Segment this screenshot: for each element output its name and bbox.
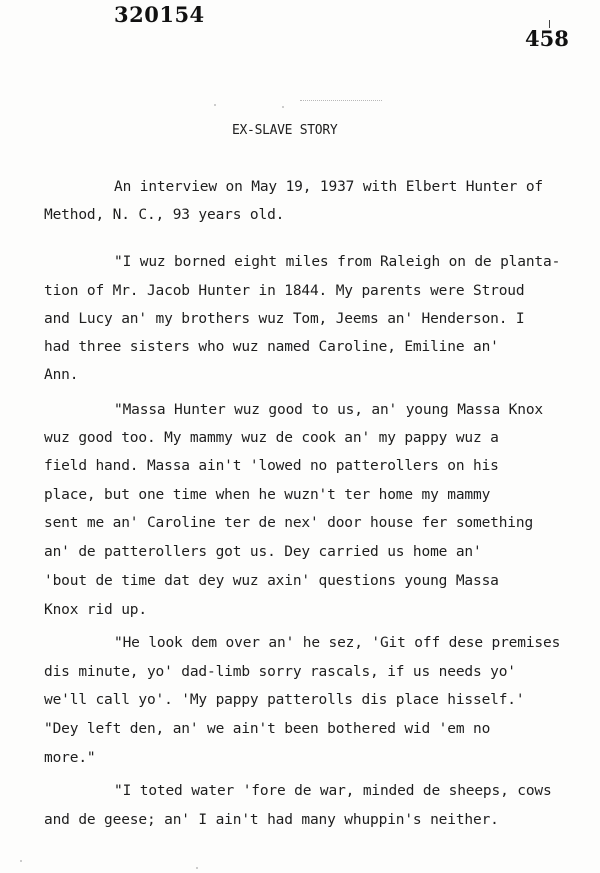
- text-line: "Massa Hunter wuz good to us, an' young Massa Knox: [114, 402, 543, 418]
- text-line: an' de patterollers got us. Dey carried us home an': [44, 544, 482, 560]
- ink-speck: [196, 867, 198, 869]
- text-line: dis minute, yo' dad-limb sorry rascals, if us needs yo': [44, 664, 516, 680]
- text-line: Ann.: [44, 367, 79, 383]
- text-line: "He look dem over an' he sez, 'Git off dese premises: [114, 635, 561, 651]
- faint-ink-dots: [300, 100, 382, 102]
- text-line: "I wuz borned eight miles from Raleigh on de planta-: [114, 254, 561, 270]
- page-number: 458: [525, 26, 569, 51]
- text-line: had three sisters who wuz named Caroline, Emiline an': [44, 339, 499, 355]
- text-line: sent me an' Caroline ter de nex' door house fer something: [44, 515, 534, 531]
- text-line: wuz good too. My mammy wuz de cook an' my pappy wuz a: [44, 430, 499, 446]
- text-line: and Lucy an' my brothers wuz Tom, Jeems an' Henderson. I: [44, 311, 525, 327]
- serial-number: 320154: [114, 2, 205, 27]
- text-line: "Dey left den, an' we ain't been bothered wid 'em no: [44, 721, 491, 737]
- text-line: 'bout de time dat dey wuz axin' questions young Massa: [44, 573, 499, 589]
- text-line: An interview on May 19, 1937 with Elbert Hunter of: [114, 179, 543, 195]
- ink-speck: [214, 104, 216, 106]
- text-line: place, but one time when he wuzn't ter home my mammy: [44, 487, 491, 503]
- ink-speck: [282, 106, 284, 108]
- text-line: we'll call yo'. 'My pappy patterolls dis place hisself.': [44, 692, 525, 708]
- document-title: EX-SLAVE STORY: [232, 123, 338, 138]
- text-line: field hand. Massa ain't 'lowed no patterollers on his: [44, 458, 499, 474]
- ink-speck: [20, 860, 22, 862]
- text-line: tion of Mr. Jacob Hunter in 1844. My parents were Stroud: [44, 283, 525, 299]
- text-line: and de geese; an' I ain't had many whuppin's neither.: [44, 812, 499, 828]
- text-line: Knox rid up.: [44, 602, 147, 618]
- text-line: "I toted water 'fore de war, minded de sheeps, cows: [114, 783, 552, 799]
- text-line: more.": [44, 750, 96, 766]
- text-line: Method, N. C., 93 years old.: [44, 207, 285, 223]
